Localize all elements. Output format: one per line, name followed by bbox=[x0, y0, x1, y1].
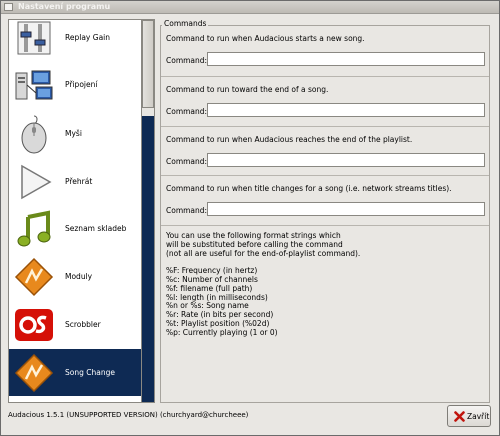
close-button-label: Zavřít bbox=[467, 412, 490, 421]
category-label: Připojení bbox=[65, 80, 98, 89]
play-icon bbox=[14, 162, 54, 202]
help-line: (not all are useful for the end-of-playlist command). bbox=[166, 248, 361, 258]
format-line: %n or %s: Song name bbox=[166, 301, 249, 311]
format-line: %l: length (in milliseconds) bbox=[166, 292, 268, 302]
category-label: Replay Gain bbox=[65, 33, 110, 42]
format-line: %t: Playlist position (%02d) bbox=[166, 318, 270, 328]
category-scrobbler[interactable] bbox=[9, 301, 141, 348]
replay-gain-icon bbox=[14, 19, 54, 58]
category-list[interactable] bbox=[8, 19, 155, 403]
command-description: Command to run when title changes for a song (i.e. network streams titles). bbox=[166, 184, 452, 193]
plugin-icon bbox=[14, 353, 54, 393]
scrollbar-track[interactable] bbox=[142, 108, 154, 116]
command-label: Command: bbox=[166, 157, 208, 166]
category-label: Seznam skladeb bbox=[65, 224, 127, 233]
command-block-new-song bbox=[161, 26, 489, 76]
plugin-icon bbox=[14, 257, 54, 297]
title-change-command-input[interactable] bbox=[207, 202, 485, 216]
command-block-end-of-song bbox=[161, 76, 489, 126]
network-icon bbox=[14, 65, 54, 105]
format-line: %p: Currently playing (1 or 0) bbox=[166, 327, 278, 337]
help-separator bbox=[161, 225, 489, 226]
category-song-change[interactable] bbox=[9, 349, 141, 396]
help-line: You can use the following format strings which bbox=[166, 231, 341, 240]
lastfm-icon bbox=[14, 305, 54, 345]
command-label: Command: bbox=[166, 107, 208, 116]
close-button[interactable] bbox=[447, 405, 491, 427]
command-description: Command to run when Audacious reaches the end of the playlist. bbox=[166, 135, 413, 144]
category-replay-gain[interactable] bbox=[9, 19, 141, 61]
format-line: %c: Number of channels bbox=[166, 274, 258, 284]
command-description: Command to run toward the end of a song. bbox=[166, 85, 329, 94]
category-label: Song Change bbox=[65, 368, 115, 377]
new-song-command-input[interactable] bbox=[207, 52, 485, 66]
window-title: Nastavení programu bbox=[18, 2, 111, 11]
category-playlist[interactable] bbox=[9, 205, 141, 252]
format-line: %r: Rate (in bits per second) bbox=[166, 310, 274, 320]
command-label: Command: bbox=[166, 56, 208, 65]
command-block-title-change bbox=[161, 175, 489, 225]
help-line: will be substituted before calling the command bbox=[166, 239, 343, 249]
scrollbar-thumb[interactable] bbox=[142, 20, 154, 108]
end-of-playlist-command-input[interactable] bbox=[207, 153, 485, 167]
format-line: %f: filename (full path) bbox=[166, 283, 253, 293]
category-label: Myši bbox=[65, 129, 82, 138]
category-label: Moduly bbox=[65, 272, 93, 281]
category-network[interactable] bbox=[9, 61, 141, 108]
end-of-song-command-input[interactable] bbox=[207, 103, 485, 117]
close-icon bbox=[454, 411, 465, 422]
category-plugins[interactable] bbox=[9, 253, 141, 300]
category-playback[interactable] bbox=[9, 158, 141, 205]
command-block-end-of-playlist bbox=[161, 126, 489, 176]
title-bar[interactable] bbox=[1, 1, 499, 14]
format-help-text bbox=[166, 232, 486, 338]
mouse-icon bbox=[14, 114, 54, 154]
format-line: %F: Frequency (in hertz) bbox=[166, 266, 258, 276]
category-mouse[interactable] bbox=[9, 110, 141, 157]
version-label: Audacious 1.5.1 (UNSUPPORTED VERSION) (churchyard@churcheee) bbox=[8, 411, 249, 419]
commands-legend: Commands bbox=[164, 19, 207, 28]
category-label: Scrobbler bbox=[65, 320, 101, 329]
music-note-icon bbox=[14, 209, 54, 249]
command-label: Command: bbox=[166, 206, 208, 215]
window-menu-icon[interactable] bbox=[4, 3, 13, 11]
category-label: Přehrát bbox=[65, 177, 93, 186]
category-scrollbar[interactable] bbox=[141, 20, 154, 402]
command-description: Command to run when Audacious starts a new song. bbox=[166, 34, 365, 43]
